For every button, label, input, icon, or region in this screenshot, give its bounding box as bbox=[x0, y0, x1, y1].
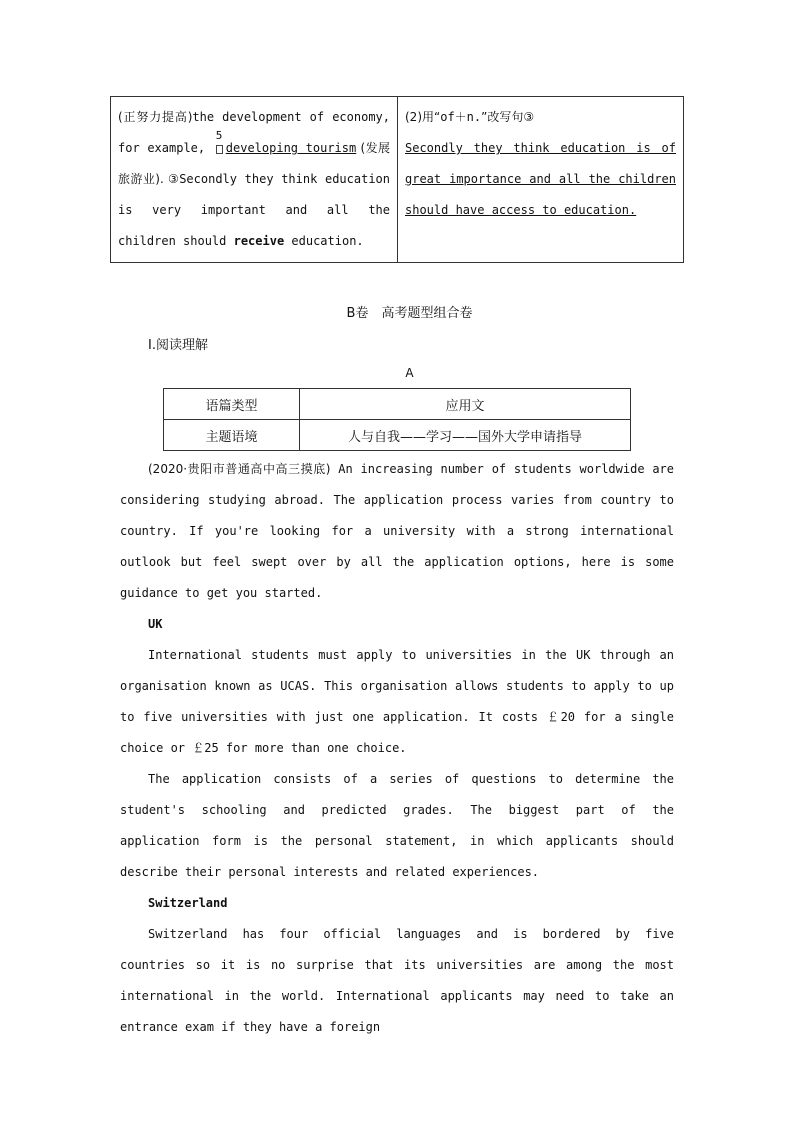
sentence-marker: ③ bbox=[168, 172, 180, 186]
source-note: (2020·贵阳市普通高中高三摸底) bbox=[148, 462, 331, 476]
instruction-prefix: (2)用“ bbox=[405, 110, 441, 124]
switzerland-heading: Switzerland bbox=[148, 896, 228, 910]
blank-number: 5 bbox=[215, 129, 223, 142]
rewrite-answer: Secondly they think education is of great importance and all the children should have access to education. bbox=[405, 141, 676, 217]
original-text-prefix: (正努力提高) bbox=[118, 110, 193, 124]
passage-letter: A bbox=[405, 366, 414, 380]
underlined-phrase: developing tourism bbox=[225, 141, 357, 155]
info-row bbox=[164, 420, 631, 451]
bold-word: receive bbox=[233, 234, 285, 248]
info-key: 语篇类型 bbox=[164, 389, 300, 420]
blank-box bbox=[216, 145, 223, 154]
rewrite-cell bbox=[398, 97, 683, 262]
question-type-heading: Ⅰ.阅读理解 bbox=[148, 338, 208, 353]
uk-heading: UK bbox=[148, 617, 163, 631]
switzerland-paragraph-1: Switzerland has four official languages and is bordered by five countries so it is no surprise that its universities are among the most international in the world. International applicants may need to take an entrance exam if they have a foreign bbox=[120, 927, 674, 1034]
info-value: 应用文 bbox=[300, 389, 631, 420]
info-value: 人与自我——学习——国外大学申请指导 bbox=[300, 420, 631, 451]
original-text-cell bbox=[111, 97, 398, 262]
section-title: B卷 高考题型组合卷 bbox=[346, 306, 473, 321]
original-sentence: Secondly they think education is very important and all the children should bbox=[118, 172, 390, 248]
passage-body bbox=[120, 454, 674, 1043]
passage-info-table bbox=[163, 388, 631, 451]
instruction-expression: of＋n. bbox=[440, 110, 482, 124]
info-row bbox=[164, 389, 631, 420]
intro-paragraph bbox=[120, 454, 674, 609]
intro-text: An increasing number of students worldwide are considering studying abroad. The application process varies from country to country. If you're looking for a university with a strong international outlook but feel swept over by all the application options, here is some guidance to get you started. bbox=[120, 462, 675, 600]
uk-paragraph-2: The application consists of a series of questions to determine the student's schooling and predicted grades. The biggest part of the application form is the personal statement, in which applicants should describe their personal interests and related experiences. bbox=[120, 772, 674, 879]
instruction-suffix: ”改写句③ bbox=[481, 110, 535, 124]
info-key: 主题语境 bbox=[164, 420, 300, 451]
rewrite-table bbox=[110, 96, 684, 263]
original-sentence-end: education. bbox=[284, 234, 364, 248]
chinese-gloss: (发展旅游业). bbox=[118, 141, 390, 186]
blank-marker bbox=[215, 129, 224, 154]
uk-paragraph-1: International students must apply to universities in the UK through an organisation known as UCAS. This organisation allows students to apply to up to five universities with just one application. It costs ￡20 for a single choice or ￡25 for more than one choice. bbox=[120, 648, 674, 755]
original-text-part: the development of economy, for example, bbox=[118, 110, 390, 155]
rewrite-instruction bbox=[405, 102, 676, 133]
